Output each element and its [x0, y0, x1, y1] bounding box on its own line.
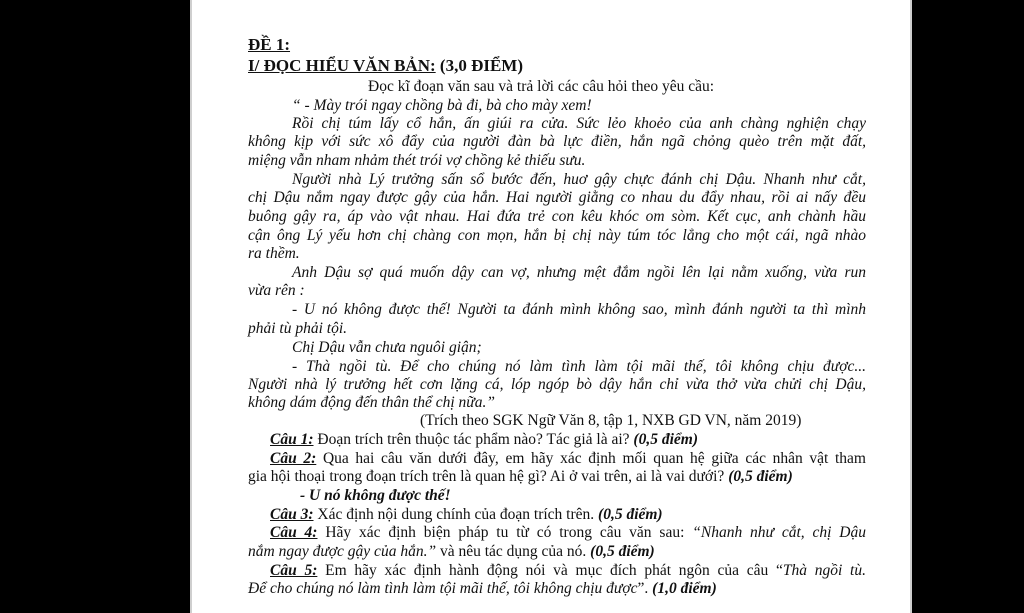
passage-line: ra thềm.: [248, 245, 300, 262]
question-4-cont: nắm ngay được gậy của hắn.” và nêu tác dụng của nó. (0,5 điểm): [248, 543, 655, 560]
passage-line: Người nhà Lý trưởng sấn sổ bước đến, huơ gậy chực đánh chị Dậu. Nhanh như cắt,: [292, 171, 866, 188]
question-3: Câu 3: Xác định nội dung chính của đoạn trích trên. (0,5 điểm): [270, 506, 663, 523]
passage-line: chị Dậu nắm ngay được gậy của hắn. Hai người giằng co nhau du đẩy nhau, rồi ai nấy đều: [248, 189, 866, 206]
passage-line: không kịp với sức xô đẩy của người đàn bà lực điền, hắn ngã chỏng quèo trên mặt đất,: [248, 133, 866, 150]
source-citation: (Trích theo SGK Ngữ Văn 8, tập 1, NXB GD VN, năm 2019): [420, 412, 802, 429]
question-2-quote: - U nó không được thế!: [300, 487, 451, 504]
exam-title: ĐỀ 1:: [248, 35, 291, 54]
section-heading: I/ ĐỌC HIỂU VĂN BẢN: (3,0 ĐIỂM): [248, 56, 524, 75]
passage-line: miệng vẫn nham nhảm thét trói vợ chồng kẻ thiếu sưu.: [248, 152, 586, 169]
passage-line: cận ông Lý yếu hơn chị chàng con mọn, hắn bị chị này túm tóc lẳng cho một cái, ngã nhào: [248, 227, 866, 244]
passage-line: Chị Dậu vẫn chưa nguôi giận;: [292, 339, 482, 356]
question-2-cont: gia hội thoại trong đoạn trích trên là quan hệ gì? Ai ở vai trên, ai là vai dưới? (0,5 điểm): [248, 468, 793, 485]
question-5: Câu 5: Em hãy xác định hành động nói và mục đích phát ngôn của câu “Thà ngồi tù.: [270, 562, 866, 579]
question-4: Câu 4: Hãy xác định biện pháp tu từ có trong câu văn sau: “Nhanh như cắt, chị Dậu: [270, 524, 866, 541]
passage-line: Người nhà lý trưởng hết cơn lặng cá, lóp ngóp bò dậy hắn chỉ vừa thở vừa chửi chị Dậu,: [248, 376, 866, 393]
passage-line: - U nó không được thế! Người ta đánh mình không sao, mình đánh người ta thì mình: [292, 301, 866, 318]
question-2: Câu 2: Qua hai câu văn dưới đây, em hãy xác định mối quan hệ giữa các nhân vật tham: [270, 450, 866, 467]
passage-line: Anh Dậu sợ quá muốn dậy can vợ, nhưng mệt đắm ngồi lên lại nằm xuống, vừa run: [292, 264, 866, 281]
passage-line: buông gậy ra, áp vào vật nhau. Hai đứa trẻ con kêu khóc om sòm. Kết cục, anh chành hầu: [248, 208, 866, 225]
passage-line: không dám động đến thân thể chị nữa.”: [248, 394, 495, 411]
passage-line: phải tù phải tội.: [248, 320, 348, 337]
passage-line: “ - Mày trói ngay chồng bà đi, bà cho mày xem!: [292, 97, 592, 114]
passage-line: vừa rên :: [248, 282, 305, 299]
passage-line: Rồi chị túm lấy cổ hắn, ấn giúi ra cửa. Sức lẻo khoẻo của anh chàng nghiện chạy: [292, 115, 866, 132]
passage-line: - Thà ngồi tù. Để cho chúng nó làm tình làm tội mãi thế, tôi không chịu được...: [292, 358, 866, 375]
instruction-text: Đọc kĩ đoạn văn sau và trả lời các câu hỏi theo yêu cầu:: [368, 78, 715, 95]
question-1: Câu 1: Đoạn trích trên thuộc tác phẩm nào? Tác giả là ai? (0,5 điểm): [270, 431, 698, 448]
question-5-cont: Để cho chúng nó làm tình làm tội mãi thế, tôi không chịu được”. (1,0 điểm): [248, 580, 717, 597]
